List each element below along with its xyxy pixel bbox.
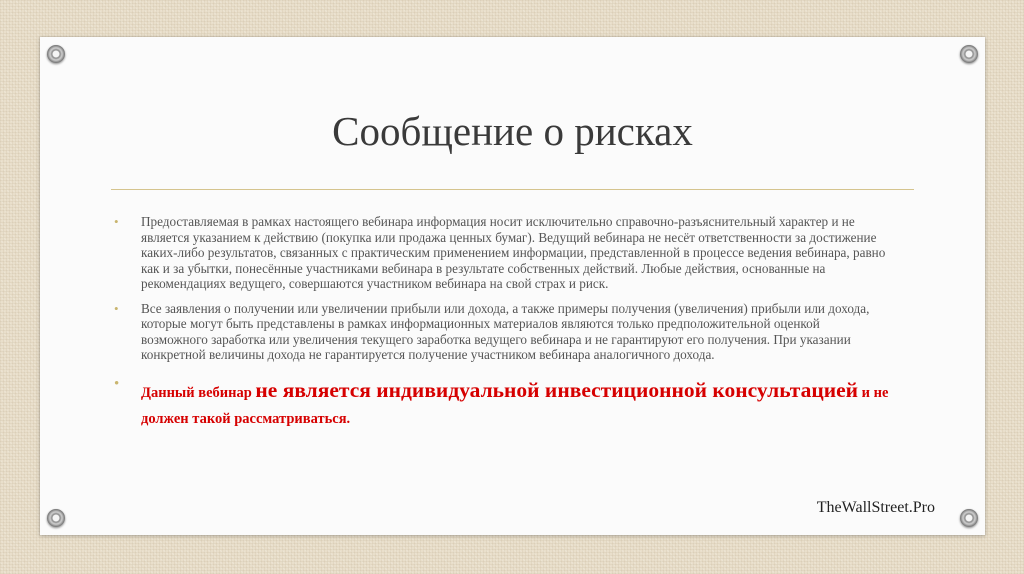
bullet-text: Предоставляемая в рамках настоящего вебинара информация носит исключительно справочно-разъяснительный характер и не является указанием к действию (покупка или продажа ценных бумаг). Ведущий вебинара не несёт ответственности за достижение каких-либо результатов, связанных с практическим применением информации, представленной в процессе ведения вебинара, равно как и за убытки, понесённые участниками вебинара в результате собственных действий. Любые действия, основанные на рекомендациях ведущего, совершаются участником вебинара на свой страх и риск. [141,214,886,291]
pin-icon [960,509,978,527]
bullet-text: Все заявления о получении или увеличении прибыли или дохода, а также примеры получения (увеличения) прибыли или дохода, которые могут быть представлены в рамках информационных материалов являются только предположительной оценкой возможного заработка или увеличения текущего заработка ведущего вебинара и не гарантируют его получения. При указании конкретной величины дохода не гарантируется получение участником вебинара аналогичного дохода. [141,300,870,362]
footer-brand: TheWallStreet.Pro [816,499,935,516]
bullet-icon: • [114,300,119,316]
warning-text-end: и не должен такой рассматриваться. [141,384,889,427]
slide-card [40,37,985,535]
title-divider [111,189,914,190]
pin-icon [47,509,65,527]
pin-icon [960,45,978,63]
bullet-icon: • [114,214,119,229]
bullet-item-disclaimer [114,214,889,292]
slide-title: Сообщение о рисках [332,108,693,154]
warning-text-start: Данный вебинар [141,384,256,401]
bullet-item-warning [114,377,889,432]
bullet-item-income [114,301,889,363]
pin-icon [47,45,65,63]
warning-text-emphasis: не является индивидуальной инвестиционной консультацией [255,377,859,402]
bullet-list [114,214,889,441]
bullet-icon: • [114,375,120,392]
